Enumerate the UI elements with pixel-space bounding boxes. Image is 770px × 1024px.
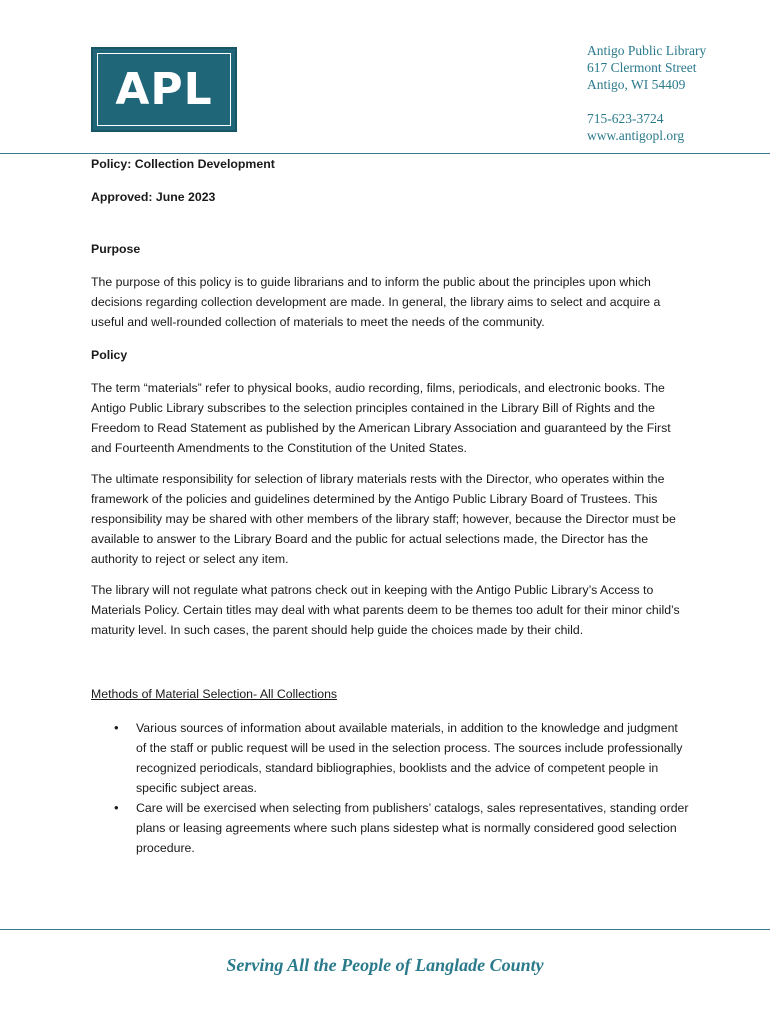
methods-heading: Methods of Material Selection- All Collections — [91, 687, 338, 701]
purpose-paragraph: The purpose of this policy is to guide librarians and to inform the public about the principles upon which decisions regarding collection development are made. In general, the library aims to select and acquire a useful and well-rounded collection of materials to meet the needs of the community. — [91, 275, 661, 329]
street-address: 617 Clermont Street — [587, 60, 697, 75]
footer-tagline: Serving All the People of Langlade County — [226, 955, 544, 975]
policy-paragraph: The library will not regulate what patrons check out in keeping with the Antigo Public Library’s Access to Materials Policy. Certain titles may deal with what parents deem to be themes too adult for their minor child’s maturity level. In such cases, the parent should help guide the choices made by their child. — [91, 583, 680, 637]
contact-block — [587, 42, 706, 144]
policy-title: Policy: Collection Development — [91, 157, 275, 171]
city-state-zip: Antigo, WI 54409 — [587, 77, 686, 92]
list-item: • Care will be exercised when selecting from publishers’ catalogs, sales representatives, standing order plans or leasing agreements where such plans sidestep what is normally considered good selection procedure. — [91, 798, 691, 858]
footer-divider — [0, 929, 770, 930]
methods-list — [91, 718, 691, 858]
policy-document — [91, 154, 691, 858]
policy-heading: Policy — [91, 348, 128, 362]
library-logo — [91, 47, 237, 132]
policy-paragraph: The ultimate responsibility for selection of library materials rests with the Director, who operates within the framework of the policies and guidelines determined by the Antigo Public Library Board of Trustees. This responsibility may be shared with other members of the library staff; however, because the Director must be available to answer to the Library Board and the public for actual selections made, the Director has the authority to reject or select any item. — [91, 472, 676, 566]
website-link[interactable]: www.antigopl.org — [587, 128, 685, 143]
library-name: Antigo Public Library — [587, 43, 707, 58]
phone-number: 715-623-3724 — [587, 111, 664, 126]
list-item: • Various sources of information about available materials, in addition to the knowledge and judgment of the staff or public request will be used in the selection process. The sources include professionally recognized periodicals, standard bibliographies, booklists and the advice of competent people in specific subject areas. — [91, 718, 691, 798]
approved-date: Approved: June 2023 — [91, 190, 216, 204]
logo-text: APL — [115, 64, 213, 115]
purpose-heading: Purpose — [91, 242, 141, 256]
policy-paragraph: The term “materials” refer to physical books, audio recording, films, periodicals, and electronic books. The Antigo Public Library subscribes to the selection principles contained in the Library Bill of Rights and the Freedom to Read Statement as published by the American Library Association and guaranteed by the First and Fourteenth Amendments to the Constitution of the United States. — [91, 381, 671, 455]
